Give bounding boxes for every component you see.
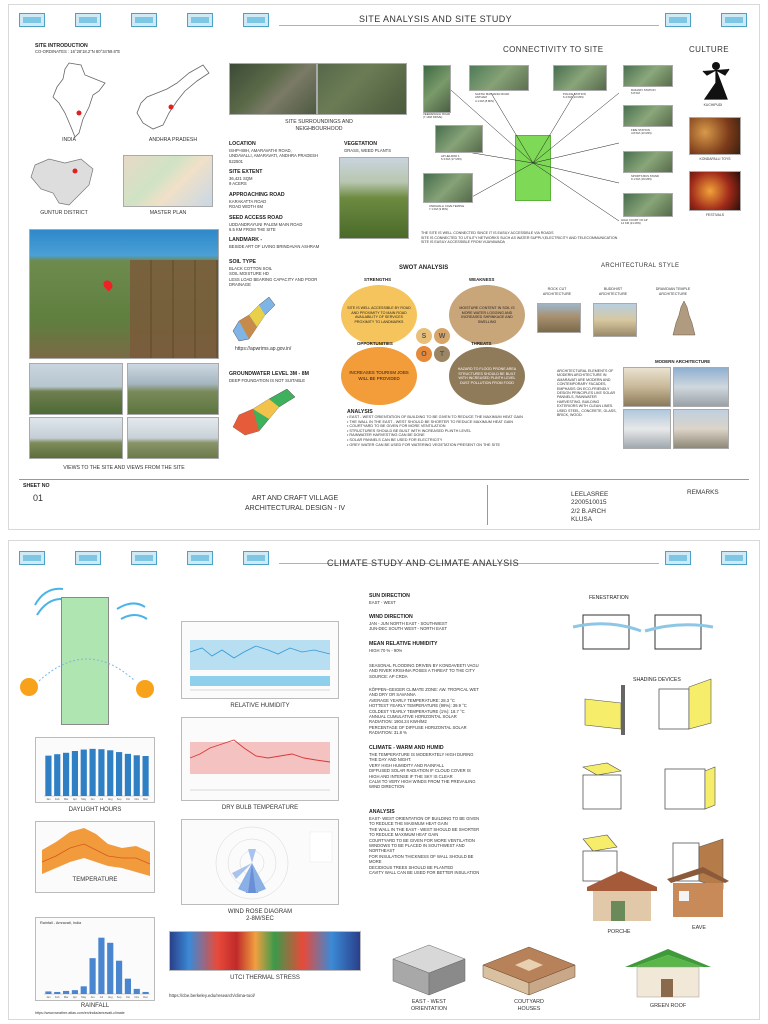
approaching-road-text: KARAKATTA ROAD ROAD WIDTH 6M <box>229 199 267 210</box>
humidity-text: HIGH 70 % - 90% <box>369 648 403 653</box>
analysis-heading: ANALYSIS <box>347 409 373 415</box>
chart-tick-label: Sep <box>116 996 122 999</box>
header-rule <box>279 25 659 26</box>
sun-path-diagram <box>17 577 187 727</box>
fenestration-diagram <box>569 607 719 657</box>
chart-bar <box>125 979 131 994</box>
chart-bar <box>54 992 60 994</box>
modern-photo-1 <box>623 367 671 407</box>
project-title: ART AND CRAFT VILLAGE ARCHITECTURAL DESIGN - IV <box>245 495 346 512</box>
chart-bar <box>72 990 78 994</box>
connectivity-node-label: SPORTS BUS STAND 9.1 KM (19 MIN) <box>631 174 660 182</box>
connectivity-map-9 <box>623 193 673 217</box>
surroundings-caption: SITE SURROUNDINGS AND NEIGHBOURHOOD <box>285 119 353 132</box>
swot-opportunities: INCREASES TOURISM JOBS WILL BE PROVIDED <box>341 347 417 405</box>
soil-type-heading: SOIL TYPE <box>229 259 257 265</box>
chart-bar <box>54 754 60 796</box>
surroundings-photo-2 <box>317 63 407 115</box>
views-caption: VIEWS TO THE SITE AND VIEWS FROM THE SITE <box>63 465 185 471</box>
remarks-label: REMARKS <box>687 489 719 496</box>
view-photo-1 <box>29 363 123 415</box>
site-analysis-sheet <box>8 4 760 530</box>
chart-bar <box>45 991 51 994</box>
connectivity-note: THE SITE IS WELL CONNECTED SINCE IT IS EASILY ACCESSIBLE VIA ROADS SITE IS CONNECTED TO UTILITY NETWORKS SUCH AS WATER SUPPLY,ELECTRICITY AND TELECOMMUNICATION SITE IS EASILY ACCESSIBLE FROM VIJAYAWADA <box>421 231 618 245</box>
student-details: LEELASREE 2200510015 2/2 B.ARCH KLUSA <box>571 491 609 524</box>
chart-bar <box>116 752 122 796</box>
chart-tick-label: May <box>81 996 87 999</box>
climate-page-title: CLIMATE STUDY AND CLIMATE ANALYSIS <box>327 558 519 568</box>
soil-type-text: BLACK COTTON SOIL SOIL MOISTURE HD LESS LOAD BEARING CAPACITY AND POOR DRAINAGE <box>229 266 318 288</box>
swot-threats-label: THREATS <box>471 341 492 346</box>
courtyard-caption: COUTYARD HOUSES <box>514 999 544 1012</box>
shading-devices-heading: SHADING DEVICES <box>633 677 681 683</box>
chart-bar <box>81 986 87 994</box>
chart-tick-label: Jul <box>99 798 104 801</box>
rainfall-title: Rainfall - Amravati, India <box>40 921 82 925</box>
connectivity-map-7 <box>623 151 673 173</box>
buddhist-photo <box>593 303 637 337</box>
porche-illustration <box>581 867 661 927</box>
humidity-chart-plot <box>182 622 340 700</box>
chart-tick-label: Aug <box>107 798 113 801</box>
andhra-map <box>133 63 213 133</box>
chart-bar <box>142 756 148 796</box>
rock-cut-photo <box>537 303 581 333</box>
sun-direction-heading: SUN DIRECTION <box>369 593 410 599</box>
analysis-point: • RAINWATER HARVESTING CAN BE DONE <box>347 433 425 438</box>
chart-tick-label: Nov <box>134 798 140 801</box>
drybulb-chart-plot <box>182 718 340 802</box>
chart-bar <box>134 755 140 796</box>
swot-letter: S <box>415 327 433 345</box>
kondapalli-toys-photo <box>689 117 741 155</box>
header-square <box>243 551 269 565</box>
chart-tick-label: Sep <box>116 798 122 801</box>
chart-tick-label: Jan <box>46 798 51 801</box>
temperature-caption: TEMPERATURE <box>72 877 118 883</box>
flooding-text: SEASONAL FLOODING DRIVEN BY KONDAVEETI VAGU AND RIVER KRISHNA POSES A THREAT TO THE CITY SOURCE: AP CRDA <box>369 663 479 679</box>
landmark-heading: LANDMARK - <box>229 237 263 243</box>
site-aerial-photo <box>29 229 219 359</box>
header-square <box>131 13 157 27</box>
chart-bar <box>98 749 104 796</box>
swot-heading: SWOT ANALYSIS <box>399 265 449 271</box>
connectivity-node-label: UNDAVALLI CAVE TEMPLE 7.1 KM (9 MIN) <box>429 204 465 212</box>
india-caption: INDIA <box>62 137 76 143</box>
festivals-photo <box>689 171 741 211</box>
header-square <box>19 13 45 27</box>
chart-tick-label: Aug <box>107 996 113 999</box>
connectivity-map-3 <box>553 65 607 91</box>
chart-bar <box>63 753 69 796</box>
soil-map <box>229 295 279 345</box>
connectivity-node-label: RAILWAY STATION 6.8 KM <box>631 88 656 96</box>
location-text: ISHP+88H, AMARAVATHI ROAD, UNDAVALLI, AMARAVATI, ANDHRA PRADESH 522501 <box>229 148 318 164</box>
vegetation-photo <box>339 157 409 239</box>
chart-bar <box>63 991 69 994</box>
chart-bar <box>89 958 95 994</box>
header-square <box>721 13 747 27</box>
courtyard-house-illustration <box>479 941 579 997</box>
chart-tick-label: Mar <box>63 798 69 801</box>
header-square <box>665 13 691 27</box>
koppen-text: KÖPPEN–GEIGER CLIMATE ZONE: AW. TROPICAL WET AND DRY OR SAVANNA AVERAGE YEARLY TEMPERATURE: 28.3 °C HOTTEST YEARLY TEMPERATURE (99%): 39.9 °C COLDEST YEARLY TEMPERATURE (1%): 18.7 °C ANNUAL CUMULATIVE HORIZONTAL SOLAR RADIATION: 1904.24 KWH/M2 PERCENTAGE OF DIFFUSE HORIZONTAL SOLAR RADIATION: 31.8 % <box>369 687 479 736</box>
chart-tick-label: Dec <box>143 996 148 999</box>
wind-direction-text: JAN - JUN NORTH EAST - SOUTHWEST JUN-DEC SOUTH WEST - NORTH EAST <box>369 621 448 632</box>
site-extent-heading: SITE EXTENT <box>229 169 263 175</box>
kuchipudi-dancer-icon <box>701 61 731 101</box>
analysis-point: • THE WALL IN THE EAST - WEST SHOULD BE SHORTER TO REDUCE MAXIMUM HEAT GAIN <box>347 419 514 424</box>
footer-divider <box>487 485 488 525</box>
arch-style-label: BUDDHIST ARCHITECTURE <box>598 287 628 297</box>
green-roof-caption: GREEN ROOF <box>649 1003 687 1009</box>
swot-weakness-label: WEAKNESS <box>469 277 495 282</box>
chart-tick-label: Nov <box>134 996 140 999</box>
chart-bar <box>107 943 113 994</box>
groundwater-heading: GROUNDWATER LEVEL 3M - 8M <box>229 371 309 377</box>
analysis-point: • COURTYARD TO BE GIVEN FOR MORE VENTILATION <box>347 424 446 429</box>
utci-caption: UTCI THERMAL STRESS <box>230 975 300 981</box>
climate-analysis-heading: ANALYSIS <box>369 809 395 815</box>
chart-tick-label: Oct <box>125 798 130 801</box>
header-square <box>75 13 101 27</box>
climate-analysis-text: EAST- WEST ORIENTATION OF BUILDING TO BE GIVEN TO REDUCE THE MAXIMUM HEAT GAIN THE WALL IN THE EAST - WEST SHOULD BE SHORTER TO REDUCE MAXIMUM HEAT GAIN COURTYARD TO BE GIVEN FOR MORE VENTILATION WINDOWS TO BE PLACED IN SOUTHWEST AND NORTHEAST FOR INSULATION THICKNESS OF WALL SHOULD BE MORE DECIDIOUS TREES SHOULD BE PLANTED CAVITY WALL CAN BE USED FOR BETTER INSULATION <box>369 816 480 876</box>
modern-photo-2 <box>673 367 729 407</box>
header-square <box>665 551 691 565</box>
chart-tick-label: May <box>81 798 87 801</box>
temperature-area <box>36 822 156 894</box>
windrose-chart <box>181 819 339 905</box>
chart-bar <box>116 961 122 994</box>
green-roof-illustration <box>623 947 713 1003</box>
location-heading: LOCATION <box>229 141 256 147</box>
chart-bar <box>89 749 95 796</box>
swot-center <box>409 323 457 371</box>
architectural-style-heading: ARCHITECTURAL STYLE <box>601 263 680 269</box>
analysis-list <box>347 415 543 447</box>
humidity-caption: RELATIVE HUMIDITY <box>230 703 290 709</box>
culture-heading: CULTURE <box>689 45 729 54</box>
chart-bar <box>72 751 78 796</box>
chart-tick-label: Dec <box>143 798 148 801</box>
chart-tick-label: Feb <box>55 996 60 999</box>
chart-tick-label: Mar <box>63 996 69 999</box>
sheet-no-label: SHEET NO <box>23 483 50 489</box>
windrose-plot <box>182 820 340 906</box>
arch-style-label: ROCK CUT ARCHITECTURE <box>542 287 572 297</box>
chart-tick-label: Apr <box>72 996 77 999</box>
porche-caption: PORCHE <box>607 929 631 935</box>
header-square <box>187 13 213 27</box>
header-square <box>187 551 213 565</box>
chart-tick-label: Oct <box>125 996 130 999</box>
rainfall-caption: RAINFALL <box>80 1003 110 1009</box>
clima-tool-link[interactable]: https://cbe.berkeley.edu/research/clima-tool/ <box>169 993 255 998</box>
modern-photo-3 <box>623 409 671 449</box>
guntur-map <box>29 155 99 207</box>
chart-bar <box>142 992 148 994</box>
swot-strengths-label: STRENGTHS <box>364 277 392 282</box>
connectivity-map-2 <box>469 65 529 91</box>
swot-opportunities-label: OPPORTUNITIES <box>357 341 393 346</box>
vegetation-text: GRASS, WEED PLANTS <box>344 148 392 153</box>
utci-heatmap <box>169 931 361 971</box>
drybulb-caption: DRY BULB TEMPERATURE <box>221 805 299 811</box>
header-square <box>19 551 45 565</box>
chart-bar <box>107 750 113 796</box>
rainfall-bars <box>36 918 156 1002</box>
climate-text: THE TEMPERATURE IS MODERATELY HIGH DURING THE DAY AND NIGHT. VERY HIGH HUMIDITY AND RAINFALL DIFFUSED SOLAR RADIATION IF CLOUD COVER IS HIGH AND INTENSE IF THE SKY IS CLEAR CALM TO VERY HIGH WINDS FROM THE PREVAILING WIND DIRECTION <box>369 752 476 790</box>
site-intro-heading: SITE INTRODUCTION <box>35 43 88 49</box>
chart-bar <box>98 938 104 994</box>
analysis-point: • GREY WATER CAN BE USED FOR WATERING VEGETATION PRESENT ON THE SITE <box>347 442 501 447</box>
chart-bar <box>134 989 140 994</box>
swot-letter: T <box>433 345 451 363</box>
andhra-caption: ANDHRA PRADESH <box>148 137 198 143</box>
connectivity-node-label: VEERAPAGILI ROAD (7.1KM DRIVE) <box>423 112 451 120</box>
dravidian-temple-icon <box>669 301 699 337</box>
guntur-caption: GUNTUR DISTRICT <box>40 210 88 216</box>
humidity-heading: MEAN RELATIVE HUMIDITY <box>369 641 438 647</box>
connectivity-node-label: SAKTHI MATHANGI ROAD ANTHAM 4.1 KM (8 MIN) <box>475 92 510 103</box>
culture-caption: FESTIVALS <box>705 213 725 217</box>
view-photo-2 <box>127 363 219 415</box>
swot-letter: W <box>433 327 451 345</box>
header-square <box>243 13 269 27</box>
daylight-bars <box>36 738 156 804</box>
seed-access-road-heading: SEED ACCESS ROAD <box>229 215 283 221</box>
chart-bar <box>45 756 51 796</box>
groundwater-map <box>229 387 299 439</box>
culture-caption: KONDAPALLI TOYS <box>699 157 731 161</box>
east-west-orientation-illustration <box>389 941 469 997</box>
fenestration-heading: FENESTRATION <box>589 595 629 601</box>
connectivity-map-5 <box>435 125 483 153</box>
analysis-point: • EAST - WEST ORIENTATION OF BUILDING TO BE GIVEN TO REDUCE THE MAXIMUM HEAT GAIN <box>347 415 523 419</box>
connectivity-node-label: AP HELIPAD 1 6.3 KM (17 MIN) <box>441 154 462 162</box>
sun-direction-text: EAST - WEST <box>369 600 396 605</box>
view-photo-3 <box>29 417 123 459</box>
header-square <box>75 551 101 565</box>
connectivity-node-label: FIRE STATION 4.8 KM (10 MIN) <box>631 128 652 136</box>
swot-threats: HAZARD TO FLOOD PRONE AREA STRUCTURES SHOULD BE BUILT WITH INCREASED PLINTH LEVEL DUST POLLUTION FROM FOOD <box>449 347 525 405</box>
india-map <box>49 61 109 141</box>
swot-weakness: MOISTURE CONTENT IN SOIL IS MORE WATER LOGGING AND INCREASED SHRINKAGE AND SWELLING <box>449 285 525 345</box>
connectivity-map-6 <box>623 105 673 127</box>
analysis-point: • STRUCTURES SHOULD BE BUILT WITH INCREASED PLINTH LEVEL <box>347 428 472 433</box>
view-photo-4 <box>127 417 219 459</box>
surroundings-photo-1 <box>229 63 317 115</box>
page-title: SITE ANALYSIS AND SITE STUDY <box>359 14 513 24</box>
daylight-chart <box>35 737 155 803</box>
eave-illustration <box>663 863 733 923</box>
chart-bar <box>125 754 131 796</box>
header-square <box>721 551 747 565</box>
seed-access-road-text: UDDANDRAYUNI PALEM MAIN ROAD 6.5 KM FROM THE SITE <box>229 222 303 233</box>
drybulb-chart <box>181 717 339 801</box>
eave-caption: EAVE <box>692 925 706 931</box>
site-coordinates: CO-ORDINATES : 16°28'18.2"N 80°34'59.8"E <box>35 49 121 54</box>
chart-tick-label: Jun <box>90 798 95 801</box>
master-plan-caption: MASTER PLAN <box>149 210 187 216</box>
connectivity-map-4 <box>623 65 673 87</box>
connectivity-heading: CONNECTIVITY TO SITE <box>503 45 604 54</box>
modern-architecture-text: ARCHITECTURAL ELEMENTS OF MODERN ARCHITECTURE IN AMARAVATI ARE MODERN AND CONTEMPORARY FACADES, EMPHASIS ON ECO-FRIENDLY DESIGN PRINCIPLES LIKE SOLAR PANNELS, RAINWATER HARVESTING, BUILDING EXTERIORS WITH CLEAN LINES. USED STEEL, CONCRETE, GLASS, BRICK, WOOD. <box>557 369 617 418</box>
chart-tick-label: Feb <box>55 798 60 801</box>
connectivity-node-label: HIGH COURT OF AP 14 KM (21 MIN) <box>621 218 648 226</box>
connectivity-map-1 <box>423 65 451 113</box>
landmark-text: BESIDE ART OF LIVING BRINDAVAN ASHRAM <box>229 244 320 249</box>
soil-source-link[interactable]: https://apwrims.ap.gov.in/ <box>235 346 292 352</box>
east-west-caption: EAST - WEST ORIENTATION <box>410 999 448 1012</box>
arch-style-label: DRAVIDIAN TEMPLE ARCHITECTURE <box>655 287 691 297</box>
chart-bar <box>81 750 87 796</box>
footer-rule <box>19 479 749 480</box>
modern-photo-4 <box>673 409 729 449</box>
chart-tick-label: Jun <box>90 996 95 999</box>
master-plan-image <box>123 155 213 207</box>
rainfall-chart <box>35 917 155 1001</box>
chart-tick-label: Apr <box>72 798 77 801</box>
climate-study-sheet <box>8 540 760 1020</box>
connectivity-map-8 <box>423 173 473 203</box>
connectivity-node-label: POLICE STATION 6.4 KM (13 MIN) <box>563 92 586 100</box>
sheet-no: 01 <box>33 493 44 503</box>
site-extent-text: 36,421 SQM 9 ACERS <box>229 176 253 187</box>
humidity-chart <box>181 621 339 699</box>
weather-atlas-link[interactable]: https://www.weather-atlas.com/en/india/amravati-climate <box>35 1011 125 1015</box>
vegetation-heading: VEGETATION <box>344 141 377 147</box>
swot-strengths: SITE IS WELL ACCESSIBLE BY ROAD AND PROXIMITY TO MAIN ROAD AVAILABILITY OF SERVICES PROXIMITY TO LANDMARKS <box>341 285 417 345</box>
groundwater-text: DEEP FOUNDATION IS NOT SUITABLE <box>229 378 306 383</box>
approaching-road-heading: APPROACHING ROAD <box>229 192 285 198</box>
climate-heading: CLIMATE - WARM AND HUMID <box>369 745 444 751</box>
modern-architecture-heading: MODERN ARCHITECTURE <box>655 359 711 364</box>
swot-letter: O <box>415 345 433 363</box>
chart-tick-label: Jan <box>46 996 51 999</box>
wind-direction-heading: WIND DIRECTION <box>369 614 413 620</box>
chart-tick-label: Jul <box>99 996 104 999</box>
culture-caption: KUCHIPUDI <box>703 103 723 107</box>
analysis-point: • SOLAR PANNELS CAN BE USED FOR ELECTRICITY <box>347 437 443 442</box>
windrose-caption: WIND ROSE DIAGRAM 2-8M/SEC <box>227 909 293 922</box>
header-square <box>131 551 157 565</box>
daylight-caption: DAYLIGHT HOURS <box>68 807 122 813</box>
